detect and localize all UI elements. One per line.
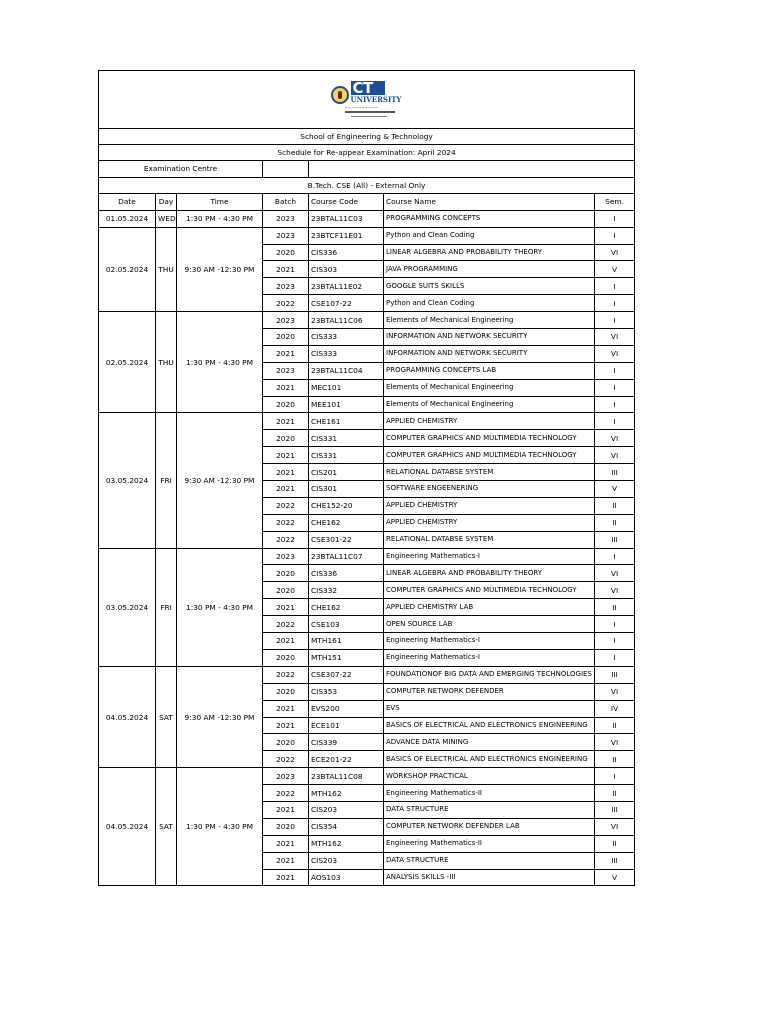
course-name-cell: COMPUTER GRAPHICS AND MULTIMEDIA TECHNOLOGY xyxy=(384,582,595,599)
table-row xyxy=(99,768,635,785)
course-name-cell: EVS xyxy=(384,700,595,717)
course-code-cell: 23BTAL11C08 xyxy=(309,768,384,785)
logo-text: CT xyxy=(352,78,373,97)
time-cell: 1:30 PM - 4:30 PM xyxy=(177,312,263,413)
batch-cell: 2021 xyxy=(263,869,309,886)
batch-cell: 2022 xyxy=(263,531,309,548)
table-row xyxy=(99,666,635,683)
batch-cell: 2020 xyxy=(263,329,309,346)
batch-cell: 2023 xyxy=(263,768,309,785)
sem-cell: I xyxy=(595,548,635,565)
sem-cell: II xyxy=(595,717,635,734)
col-header-course-name: Course Name xyxy=(384,193,595,210)
course-code-cell: 23BTAL11C04 xyxy=(309,362,384,379)
batch-cell: 2021 xyxy=(263,345,309,362)
sem-cell: VI xyxy=(595,683,635,700)
course-code-cell: CIS301 xyxy=(309,481,384,498)
batch-cell: 2021 xyxy=(263,717,309,734)
course-code-cell: CIS203 xyxy=(309,852,384,869)
table-row xyxy=(99,413,635,430)
course-code-cell: CIS354 xyxy=(309,818,384,835)
batch-cell: 2020 xyxy=(263,430,309,447)
course-code-cell: MTH162 xyxy=(309,835,384,852)
sem-cell: II xyxy=(595,497,635,514)
batch-cell: 2021 xyxy=(263,700,309,717)
program-title: B.Tech. CSE (All) - External Only xyxy=(99,177,635,193)
sem-cell: I xyxy=(595,210,635,227)
school-title: School of Engineering & Technology xyxy=(99,129,635,145)
course-name-cell: APPLIED CHEMISTRY xyxy=(384,413,595,430)
day-cell: SAT xyxy=(156,666,177,767)
course-code-cell: CIS303 xyxy=(309,261,384,278)
time-cell: 1:30 PM - 4:30 PM xyxy=(177,768,263,886)
course-code-cell: MEC101 xyxy=(309,379,384,396)
course-code-cell: 23BTAL11C06 xyxy=(309,312,384,329)
course-name-cell: Engineering Mathematics-II xyxy=(384,785,595,802)
course-name-cell: SOFTWARE ENGEENERING xyxy=(384,481,595,498)
course-name-cell: BASICS OF ELECTRICAL AND ELECTRONICS ENGINEERING xyxy=(384,751,595,768)
course-code-cell: 23BTAL11C07 xyxy=(309,548,384,565)
sem-cell: I xyxy=(595,379,635,396)
course-name-cell: Elements of Mechanical Engineering xyxy=(384,312,595,329)
course-name-cell: Engineering Mathematics-I xyxy=(384,649,595,666)
course-name-cell: Elements of Mechanical Engineering xyxy=(384,396,595,413)
course-name-cell: GOOGLE SUITS SKILLS xyxy=(384,278,595,295)
course-code-cell: CIS331 xyxy=(309,430,384,447)
exam-centre-value xyxy=(263,161,309,178)
col-header-time: Time xyxy=(177,193,263,210)
sem-cell: VI xyxy=(595,244,635,261)
col-header-date: Date xyxy=(99,193,156,210)
date-cell: 02.05.2024 xyxy=(99,312,156,413)
sem-cell: II xyxy=(595,514,635,531)
exam-centre-label: Examination Centre xyxy=(99,161,263,178)
sem-cell: II xyxy=(595,599,635,616)
table-row xyxy=(99,227,635,244)
sem-cell: VI xyxy=(595,345,635,362)
course-name-cell: APPLIED CHEMISTRY LAB xyxy=(384,599,595,616)
course-name-cell: COMPUTER GRAPHICS AND MULTIMEDIA TECHNOLOGY xyxy=(384,430,595,447)
batch-cell: 2020 xyxy=(263,649,309,666)
time-cell: 9:30 AM -12:30 PM xyxy=(177,666,263,767)
batch-cell: 2021 xyxy=(263,261,309,278)
sem-cell: I xyxy=(595,649,635,666)
batch-cell: 2023 xyxy=(263,278,309,295)
course-code-cell: ECE201-22 xyxy=(309,751,384,768)
course-code-cell: CIS336 xyxy=(309,565,384,582)
sem-cell: III xyxy=(595,666,635,683)
course-code-cell: 23BTAL11E02 xyxy=(309,278,384,295)
batch-cell: 2021 xyxy=(263,801,309,818)
course-code-cell: CSE307-22 xyxy=(309,666,384,683)
batch-cell: 2022 xyxy=(263,785,309,802)
batch-cell: 2021 xyxy=(263,447,309,464)
time-cell: 9:30 AM -12:30 PM xyxy=(177,227,263,311)
batch-cell: 2022 xyxy=(263,514,309,531)
course-code-cell: CSE103 xyxy=(309,616,384,633)
course-code-cell: AOS103 xyxy=(309,869,384,886)
batch-cell: 2020 xyxy=(263,244,309,261)
sem-cell: I xyxy=(595,278,635,295)
sem-cell: III xyxy=(595,531,635,548)
course-name-cell: PROGRAMMING CONCEPTS LAB xyxy=(384,362,595,379)
col-header-course-code: Course Code xyxy=(309,193,384,210)
course-name-cell: LINEAR ALGEBRA AND PROBABILITY THEORY xyxy=(384,565,595,582)
day-cell: FRI xyxy=(156,548,177,666)
sem-cell: II xyxy=(595,751,635,768)
course-code-cell: CHE162 xyxy=(309,599,384,616)
course-code-cell: ECE101 xyxy=(309,717,384,734)
sem-cell: II xyxy=(595,835,635,852)
course-code-cell: 23BTCF11E01 xyxy=(309,227,384,244)
day-cell: THU xyxy=(156,227,177,311)
batch-cell: 2020 xyxy=(263,818,309,835)
course-code-cell: MEE101 xyxy=(309,396,384,413)
batch-cell: 2023 xyxy=(263,227,309,244)
course-code-cell: CIS201 xyxy=(309,464,384,481)
course-code-cell: MTH151 xyxy=(309,649,384,666)
course-name-cell: PROGRAMMING CONCEPTS xyxy=(384,210,595,227)
batch-cell: 2023 xyxy=(263,362,309,379)
sem-cell: I xyxy=(595,312,635,329)
sem-cell: I xyxy=(595,227,635,244)
col-header-batch: Batch xyxy=(263,193,309,210)
table-row xyxy=(99,312,635,329)
sem-cell: VI xyxy=(595,430,635,447)
batch-cell: 2022 xyxy=(263,616,309,633)
sem-cell: I xyxy=(595,396,635,413)
course-code-cell: CIS331 xyxy=(309,447,384,464)
batch-cell: 2021 xyxy=(263,835,309,852)
time-cell: 1:30 PM - 4:30 PM xyxy=(177,210,263,227)
course-name-cell: APPLIED CHEMISTRY xyxy=(384,514,595,531)
course-code-cell: CSE301-22 xyxy=(309,531,384,548)
course-name-cell: Python and Clean Coding xyxy=(384,227,595,244)
course-name-cell: Python and Clean Coding xyxy=(384,295,595,312)
course-name-cell: COMPUTER NETWORK DEFENDER xyxy=(384,683,595,700)
course-name-cell: RELATIONAL DATABSE SYSTEM xyxy=(384,464,595,481)
batch-cell: 2021 xyxy=(263,481,309,498)
course-code-cell: CSE107-22 xyxy=(309,295,384,312)
course-name-cell: INFORMATION AND NETWORK SECURITY xyxy=(384,329,595,346)
sem-cell: I xyxy=(595,413,635,430)
course-code-cell: MTH162 xyxy=(309,785,384,802)
course-name-cell: INFORMATION AND NETWORK SECURITY xyxy=(384,345,595,362)
sem-cell: VI xyxy=(595,734,635,751)
batch-cell: 2020 xyxy=(263,396,309,413)
exam-schedule-sheet xyxy=(98,70,634,886)
table-row xyxy=(99,210,635,227)
course-code-cell: CIS339 xyxy=(309,734,384,751)
batch-cell: 2020 xyxy=(263,683,309,700)
course-code-cell: CIS333 xyxy=(309,329,384,346)
course-name-cell: APPLIED CHEMISTRY xyxy=(384,497,595,514)
batch-cell: 2021 xyxy=(263,413,309,430)
batch-cell: 2022 xyxy=(263,666,309,683)
sem-cell: I xyxy=(595,362,635,379)
batch-cell: 2023 xyxy=(263,210,309,227)
column-header-row xyxy=(99,193,635,210)
sem-cell: VI xyxy=(595,329,635,346)
course-name-cell: OPEN SOURCE LAB xyxy=(384,616,595,633)
date-cell: 01.05.2024 xyxy=(99,210,156,227)
sem-cell: I xyxy=(595,633,635,650)
course-code-cell: EVS200 xyxy=(309,700,384,717)
schedule-title: Schedule for Re-appear Examination: April 2024 xyxy=(99,145,635,161)
sem-cell: III xyxy=(595,801,635,818)
course-name-cell: COMPUTER NETWORK DEFENDER LAB xyxy=(384,818,595,835)
course-name-cell: Engineering Mathematics-II xyxy=(384,835,595,852)
course-name-cell: JAVA PROGRAMMING xyxy=(384,261,595,278)
col-header-day: Day xyxy=(156,193,177,210)
course-name-cell: LINEAR ALGEBRA AND PROBABILITY THEORY xyxy=(384,244,595,261)
batch-cell: 2021 xyxy=(263,633,309,650)
batch-cell: 2023 xyxy=(263,312,309,329)
sem-cell: VI xyxy=(595,818,635,835)
course-name-cell: RELATIONAL DATABSE SYSTEM xyxy=(384,531,595,548)
time-cell: 9:30 AM -12:30 PM xyxy=(177,413,263,548)
day-cell: SAT xyxy=(156,768,177,886)
course-name-cell: WORKSHOP PRACTICAL xyxy=(384,768,595,785)
sem-cell: I xyxy=(595,616,635,633)
batch-cell: 2021 xyxy=(263,464,309,481)
batch-cell: 2022 xyxy=(263,497,309,514)
course-code-cell: CHE161 xyxy=(309,413,384,430)
col-header-sem: Sem. xyxy=(595,193,635,210)
sem-cell: V xyxy=(595,261,635,278)
course-name-cell: BASICS OF ELECTRICAL AND ELECTRONICS ENGINEERING xyxy=(384,717,595,734)
course-code-cell: CIS336 xyxy=(309,244,384,261)
course-code-cell: CIS333 xyxy=(309,345,384,362)
seal-icon xyxy=(331,86,349,104)
university-logo: CT UNIVERSITY ~~~~~~~~~~ xyxy=(329,78,405,124)
sem-cell: VI xyxy=(595,582,635,599)
sem-cell: III xyxy=(595,464,635,481)
sem-cell: VI xyxy=(595,447,635,464)
course-name-cell: ADVANCE DATA MINING xyxy=(384,734,595,751)
batch-cell: 2022 xyxy=(263,751,309,768)
sem-cell: V xyxy=(595,481,635,498)
table-row xyxy=(99,548,635,565)
sem-cell: III xyxy=(595,852,635,869)
batch-cell: 2020 xyxy=(263,565,309,582)
logo-cell xyxy=(99,71,635,129)
date-cell: 04.05.2024 xyxy=(99,768,156,886)
date-cell: 03.05.2024 xyxy=(99,548,156,666)
batch-cell: 2023 xyxy=(263,548,309,565)
batch-cell: 2020 xyxy=(263,734,309,751)
course-name-cell: COMPUTER GRAPHICS AND MULTIMEDIA TECHNOLOGY xyxy=(384,447,595,464)
course-code-cell: MTH161 xyxy=(309,633,384,650)
batch-cell: 2020 xyxy=(263,582,309,599)
date-cell: 04.05.2024 xyxy=(99,666,156,767)
batch-cell: 2021 xyxy=(263,599,309,616)
batch-cell: 2022 xyxy=(263,295,309,312)
course-code-cell: CHE152-20 xyxy=(309,497,384,514)
schedule-table xyxy=(98,70,635,886)
course-name-cell: DATA STRUCTURE xyxy=(384,801,595,818)
course-code-cell: CIS203 xyxy=(309,801,384,818)
course-code-cell: 23BTAL11C03 xyxy=(309,210,384,227)
course-name-cell: DATA STRUCTURE xyxy=(384,852,595,869)
logo-subtext: UNIVERSITY xyxy=(350,94,402,104)
course-code-cell: CHE162 xyxy=(309,514,384,531)
batch-cell: 2021 xyxy=(263,852,309,869)
sem-cell: VI xyxy=(595,565,635,582)
day-cell: THU xyxy=(156,312,177,413)
batch-cell: 2021 xyxy=(263,379,309,396)
course-name-cell: Engineering Mathematics-I xyxy=(384,633,595,650)
day-cell: FRI xyxy=(156,413,177,548)
sem-cell: V xyxy=(595,869,635,886)
course-name-cell: Elements of Mechanical Engineering xyxy=(384,379,595,396)
course-code-cell: CIS332 xyxy=(309,582,384,599)
date-cell: 02.05.2024 xyxy=(99,227,156,311)
sem-cell: I xyxy=(595,768,635,785)
time-cell: 1:30 PM - 4:30 PM xyxy=(177,548,263,666)
exam-centre-blank xyxy=(309,161,635,178)
course-name-cell: ANALYSIS SKILLS -III xyxy=(384,869,595,886)
day-cell: WED xyxy=(156,210,177,227)
course-name-cell: FOUNDATIONOF BIG DATA AND EMERGING TECHNOLOGIES xyxy=(384,666,595,683)
date-cell: 03.05.2024 xyxy=(99,413,156,548)
sem-cell: IV xyxy=(595,700,635,717)
sem-cell: II xyxy=(595,785,635,802)
course-name-cell: Engineering Mathematics-I xyxy=(384,548,595,565)
course-code-cell: CIS353 xyxy=(309,683,384,700)
sem-cell: I xyxy=(595,295,635,312)
